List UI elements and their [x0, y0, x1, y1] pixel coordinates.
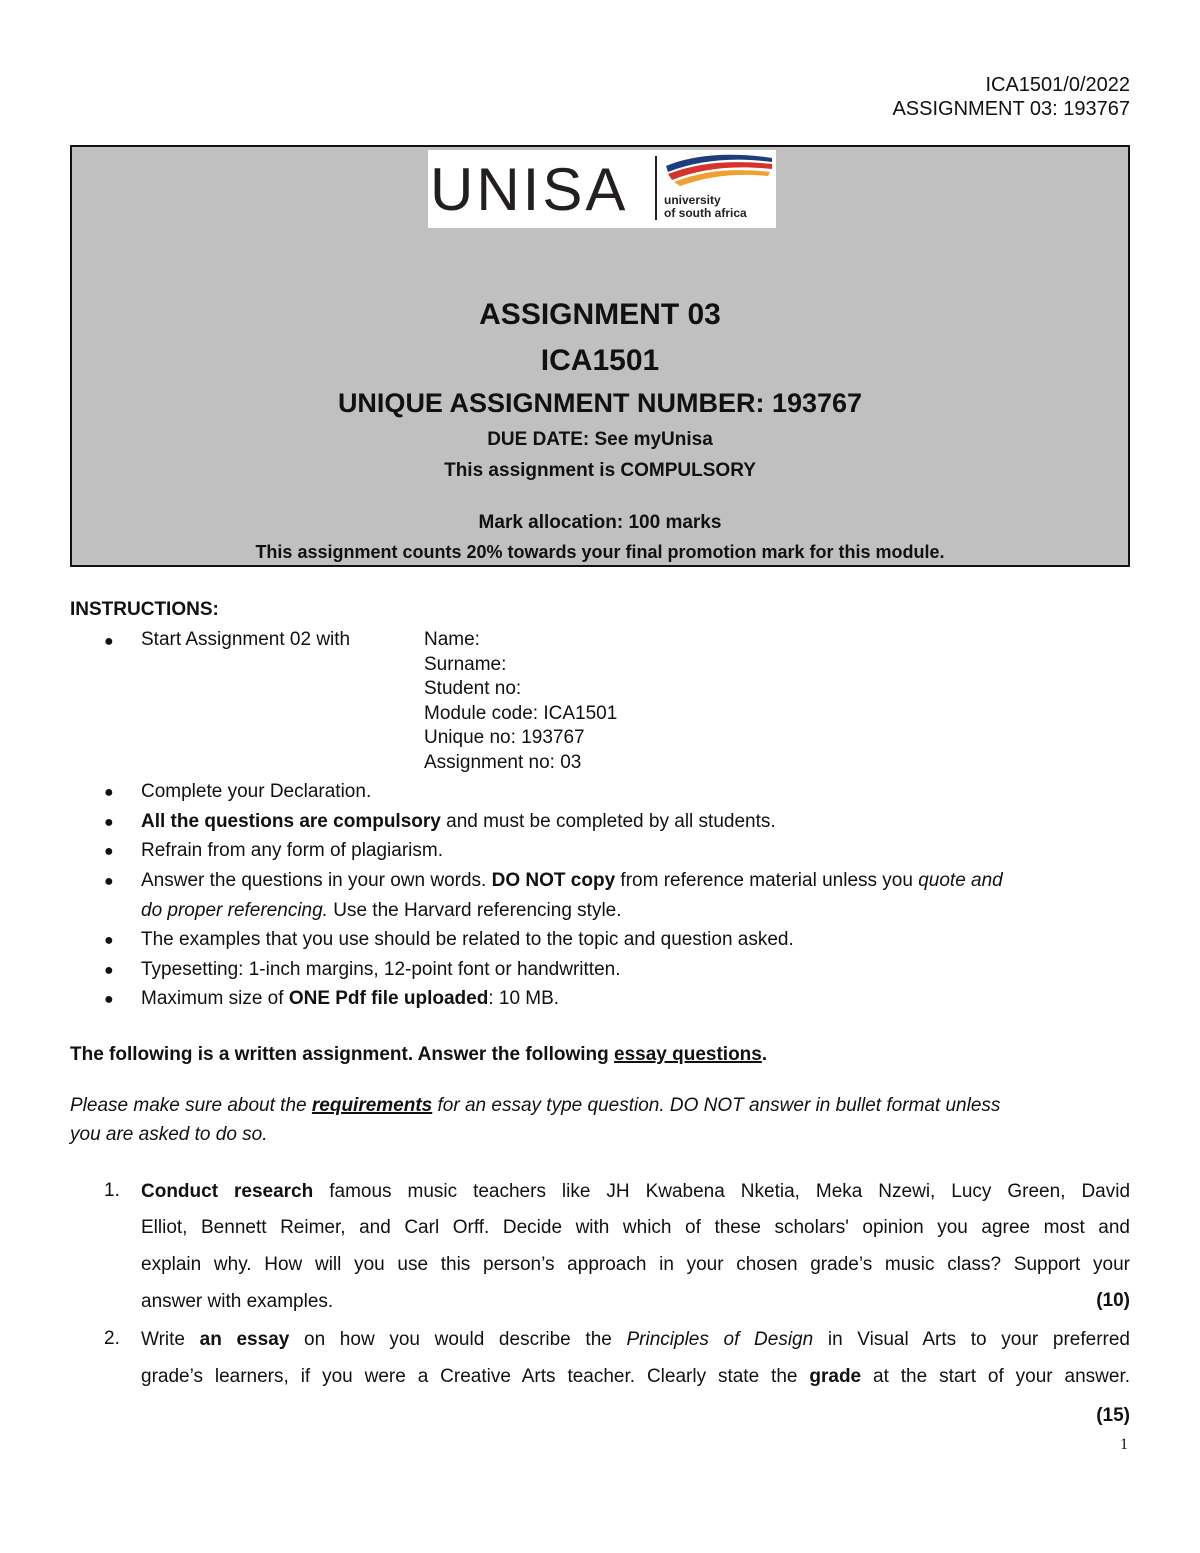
own-words-text-3: Use the Harvard referencing style. [327, 900, 622, 921]
requirements-part1: Please make sure about the [70, 1095, 312, 1116]
cover-compulsory: This assignment is COMPULSORY [444, 460, 756, 481]
cover-unique-number: UNIQUE ASSIGNMENT NUMBER: 193767 [337, 388, 863, 418]
bullet-icon: ● [104, 784, 114, 801]
logo-subtitle-line1: university [664, 193, 721, 207]
requirements-note-line2: you are asked to do so. [70, 1124, 268, 1145]
question-2-l1-c: in Visual Arts to your preferred [813, 1329, 1131, 1350]
essay-intro-end: . [761, 1044, 768, 1065]
cover-module: ICA1501 [540, 344, 660, 377]
cover-due-date: DUE DATE: See myUnisa [487, 429, 713, 450]
unisa-logo [428, 150, 776, 228]
instruction-typesetting: Typesetting: 1-inch margins, 12-point font or handwritten. [141, 959, 621, 980]
page-number: 1 [1120, 1436, 1128, 1453]
bullet-icon: ● [104, 932, 114, 949]
bullet-icon: ● [104, 962, 114, 979]
question-2-line1 [141, 1328, 1130, 1352]
max-size-bold: ONE Pdf file uploaded [288, 988, 489, 1009]
question-2-l2-bold: grade [809, 1366, 862, 1387]
field-assignment-no: Assignment no: 03 [424, 752, 582, 773]
question-2-l1-italic: Principles of Design [626, 1329, 814, 1350]
question-2-number: 2. [104, 1328, 120, 1349]
question-1-line2: Elliot, Bennett Reimer, and Carl Orff. Decide with which of these scholars' opinion you agree most and [141, 1217, 1130, 1238]
instruction-own-words [141, 866, 1131, 895]
field-student-no: Student no: [424, 678, 522, 699]
compulsory-rest-text: and must be completed by all students. [440, 811, 776, 832]
own-words-text-1: Answer the questions in your own words. [141, 870, 492, 891]
bullet-icon: ● [104, 991, 114, 1008]
document-code: ICA1501/0/2022 [985, 74, 1130, 96]
instruction-examples: The examples that you use should be related to the topic and question asked. [141, 929, 794, 950]
instructions-heading: INSTRUCTIONS: [70, 599, 219, 620]
question-2-l2-a: grade’s learners, if you were a Creative Arts teacher. Clearly state the [141, 1366, 810, 1387]
bullet-icon: ● [104, 843, 114, 860]
cover-mark-allocation: Mark allocation: 100 marks [478, 512, 722, 533]
bullet-icon: ● [104, 814, 114, 831]
essay-intro-lead: The following is a written assignment. Answer the following [70, 1044, 615, 1065]
field-name: Name: [424, 629, 480, 650]
essay-intro [70, 1043, 767, 1067]
bullet-icon: ● [104, 873, 114, 890]
question-2-l1-bold: an essay [199, 1329, 290, 1350]
question-1-marks: (10) [1096, 1290, 1130, 1311]
logo-wordmark: UNISA [430, 156, 629, 223]
instruction-declaration: Complete your Declaration. [141, 781, 372, 802]
question-2-l1-a: Write [141, 1329, 200, 1350]
own-words-bold: DO NOT copy [491, 870, 616, 891]
requirements-underlined: requirements [311, 1095, 433, 1116]
field-unique-no: Unique no: 193767 [424, 727, 585, 748]
instruction-compulsory [141, 807, 1131, 836]
question-1-line3: explain why. How will you use this person’s approach in your chosen grade’s music class? Support your [141, 1254, 1130, 1275]
flag-swoosh-icon [664, 152, 774, 192]
own-words-italic-2: do proper referencing. [141, 900, 328, 921]
requirements-part2: for an essay type question. DO NOT answer in bullet format unless [432, 1095, 1001, 1116]
field-module-code: Module code: ICA1501 [424, 703, 618, 724]
question-1-bold-lead: Conduct research [141, 1181, 314, 1202]
field-surname: Surname: [424, 654, 507, 675]
question-1-number: 1. [104, 1180, 120, 1201]
cover-title: ASSIGNMENT 03 [479, 298, 721, 331]
bullet-icon: ● [104, 633, 114, 650]
compulsory-bold-text: All the questions are compulsory [141, 811, 441, 832]
requirements-note [70, 1094, 1000, 1118]
assignment-reference: ASSIGNMENT 03: 193767 [892, 98, 1130, 120]
own-words-italic-1: quote and [918, 870, 1003, 891]
question-2-marks: (15) [1096, 1405, 1130, 1426]
question-2-l2-b: at the start of your answer. [861, 1366, 1131, 1387]
question-2-line2 [141, 1365, 1130, 1389]
question-1-line4: answer with examples. [141, 1291, 334, 1312]
instruction-own-words-line2 [141, 896, 1131, 925]
logo-subtitle-line2: of south africa [664, 206, 747, 220]
essay-intro-underlined: essay questions [614, 1044, 762, 1065]
question-1-line1-rest: famous music teachers like JH Kwabena Nketia, Meka Nzewi, Lucy Green, David [313, 1181, 1131, 1202]
instruction-plagiarism: Refrain from any form of plagiarism. [141, 840, 443, 861]
instruction-max-size [141, 984, 1131, 1013]
cover-weighting: This assignment counts 20% towards your final promotion mark for this module. [255, 542, 945, 562]
question-1-line1 [141, 1180, 1130, 1204]
instruction-start-with: Start Assignment 02 with [141, 629, 351, 650]
max-size-text-1: Maximum size of [141, 988, 289, 1009]
cover-box [70, 145, 1130, 567]
max-size-text-2: : 10 MB. [488, 988, 560, 1009]
logo-divider [655, 156, 657, 220]
question-2-l1-b: on how you would describe the [289, 1329, 627, 1350]
own-words-text-2: from reference material unless you [615, 870, 919, 891]
